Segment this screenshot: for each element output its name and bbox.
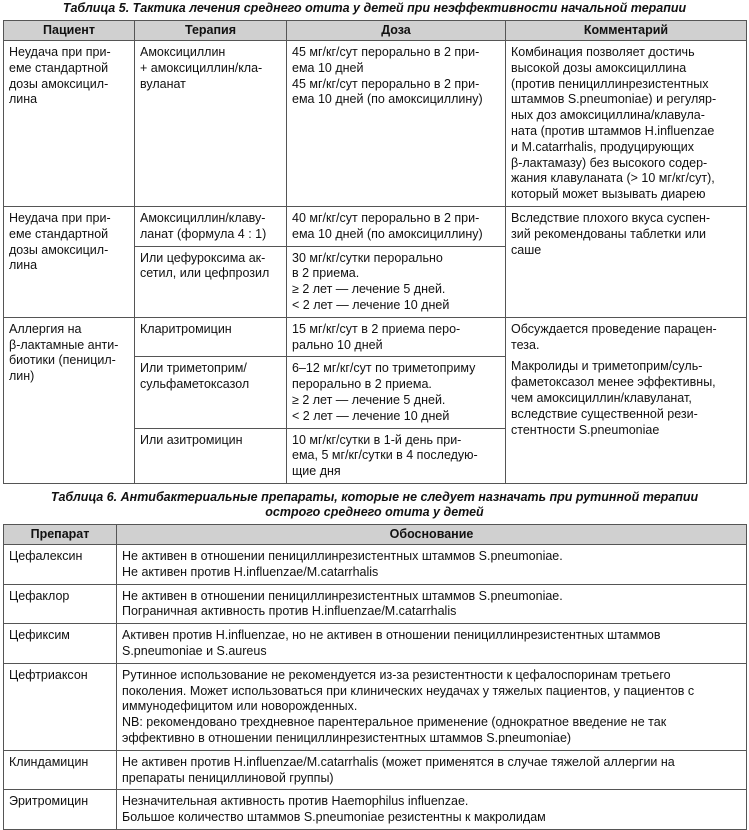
header-drug: Препарат: [4, 525, 117, 545]
dose-line: ема, 5 мг/кг/сутки в 4 последую-: [292, 448, 478, 463]
dose-line: < 2 лет — лечение 10 дней: [292, 297, 450, 312]
comment-cell: [506, 206, 747, 317]
reason-line: Пограничная активность против H.influenzae/M.catarrhalis: [122, 604, 457, 619]
table6-caption-line2: острого среднего отита у детей: [265, 505, 484, 519]
patient-line: еме стандартной: [9, 60, 109, 75]
reason-line: Рутинное использование не рекомендуется из-за резистентности к цефалоспоринам третьего: [122, 667, 671, 682]
comment-line: теза.: [511, 337, 540, 352]
patient-cell: [4, 206, 135, 317]
dose-cell: [287, 357, 506, 428]
patient-line: биотики (пеницил-: [9, 353, 116, 368]
treatment-table-header: [4, 21, 747, 41]
therapy-cell: [135, 317, 287, 357]
comment-line: ных доз амоксициллина/клавула-: [511, 108, 705, 123]
reason-cell: [117, 750, 747, 790]
header-reason: Обоснование: [117, 525, 747, 545]
patient-line: лин): [9, 369, 35, 384]
drug-name-cell: Цефалексин: [4, 545, 117, 585]
dose-line: щие дня: [292, 464, 341, 479]
drug-row: [4, 545, 747, 585]
reason-line: NB: рекомендовано трехдневное парентеральное применение (однократное введение не так: [122, 715, 667, 730]
comment-line: вследствие существенной рези-: [511, 406, 698, 421]
table5-caption: Таблица 5. Тактика лечения среднего отита у детей при неэффективности начальной терапии: [62, 1, 687, 15]
comment-line: штаммов S.pneumoniae) и регуляр-: [511, 92, 717, 107]
reason-line: поколения. Может использоваться при клинических неудачах у тяжелых пациентов, у пациентов с: [122, 683, 695, 698]
drug-name-cell: Цефиксим: [4, 624, 117, 664]
treatment-row: [4, 41, 747, 207]
dose-line: 45 мг/кг/сут перорально в 2 при-: [292, 45, 480, 59]
drug-row: [4, 624, 747, 664]
therapy-line: Кларитромицин: [140, 321, 232, 336]
drugs-table-header: [4, 525, 747, 545]
therapy-line: сульфаметоксазол: [140, 377, 250, 392]
comment-line: Макролиды и триметоприм/суль-: [511, 359, 703, 374]
comment-line: саше: [511, 242, 542, 257]
dose-line: ема 10 дней (по амоксициллину): [292, 226, 483, 241]
dose-line: ема 10 дней: [292, 60, 364, 75]
comment-cell: [506, 317, 747, 483]
therapy-line: ланат (формула 4 : 1): [140, 226, 267, 241]
drug-row: [4, 584, 747, 624]
treatment-row: [4, 317, 747, 357]
header-patient: Пациент: [4, 21, 135, 41]
dose-line: 10 мг/кг/сутки в 1-й день при-: [292, 432, 462, 447]
reason-cell: [117, 790, 747, 830]
patient-line: Аллергия на: [9, 321, 82, 336]
patient-cell: [4, 317, 135, 483]
comment-line: ната (против штаммов H.influenzae: [511, 123, 715, 138]
table6-caption-line1: Таблица 6. Антибактериальные препараты, которые не следует назначать при рутинной терапии: [50, 490, 699, 504]
drug-name-cell: Цефтриаксон: [4, 663, 117, 750]
comment-line: и M.catarrhalis, продуцирующих: [511, 139, 694, 154]
patient-line: лина: [9, 258, 38, 273]
comment-line: β-лактамазу) без высокого содер-: [511, 155, 708, 170]
dose-line: перорально в 2 приема.: [292, 377, 432, 392]
dose-line: ≥ 2 лет — лечение 5 дней.: [292, 282, 446, 297]
reason-line: Не активен против H.influenzae/M.catarrhalis: [122, 564, 379, 579]
dose-line: 45 мг/кг/сут перорально в 2 при-: [292, 76, 480, 91]
dose-line: в 2 приема.: [292, 266, 360, 281]
comment-line: стентности S.pneumoniae: [511, 422, 660, 437]
dose-cell: [287, 206, 506, 246]
therapy-cell: [135, 206, 287, 246]
treatment-table: [3, 20, 747, 484]
patient-line: Неудача при при-: [9, 45, 111, 59]
therapy-line: + амоксициллин/кла-: [140, 60, 263, 75]
dose-cell: [287, 41, 506, 207]
comment-line: зий рекомендованы таблетки или: [511, 226, 707, 241]
dose-line: < 2 лет — лечение 10 дней: [292, 408, 450, 423]
therapy-cell: [135, 428, 287, 483]
therapy-line: вуланат: [140, 76, 186, 91]
comment-line: Комбинация позволяет достичь: [511, 45, 695, 59]
drug-row: [4, 663, 747, 750]
treatment-row: [4, 206, 747, 246]
reason-line: Большое количество штаммов S.pneumoniae резистентны к макролидам: [122, 810, 546, 825]
patient-cell: [4, 41, 135, 207]
table6-caption: [0, 490, 749, 520]
patient-line: дозы амоксицил-: [9, 76, 109, 91]
header-comment: Комментарий: [506, 21, 747, 41]
dose-cell: [287, 246, 506, 317]
therapy-line: Или триметоприм/: [140, 361, 247, 376]
comment-line: высокой дозы амоксициллина: [511, 60, 687, 75]
therapy-line: Или цефуроксима ак-: [140, 250, 266, 265]
dose-line: 6–12 мг/кг/сут по триметоприму: [292, 361, 476, 376]
therapy-cell: [135, 246, 287, 317]
dose-line: ≥ 2 лет — лечение 5 дней.: [292, 392, 446, 407]
dose-line: ема 10 дней (по амоксициллину): [292, 92, 483, 107]
header-dose: Доза: [287, 21, 506, 41]
comment-cell: [506, 41, 747, 207]
reason-cell: [117, 663, 747, 750]
drug-name-cell: Клиндамицин: [4, 750, 117, 790]
comment-line: который может вызывать диарею: [511, 187, 706, 202]
dose-line: рально 10 дней: [292, 337, 383, 352]
drug-row: [4, 790, 747, 830]
reason-cell: [117, 545, 747, 585]
reason-line: Не активен в отношении пенициллинрезистентных штаммов S.pneumoniae.: [122, 549, 563, 563]
reason-line: эффективно в отношении пенициллинрезистентных штаммов S.pneumoniae): [122, 730, 572, 745]
therapy-line: Или азитромицин: [140, 432, 243, 447]
reason-cell: [117, 584, 747, 624]
header-therapy: Терапия: [135, 21, 287, 41]
comment-line: (против пенициллинрезистентных: [511, 76, 709, 91]
comment-line: фаметоксазол менее эффективны,: [511, 375, 716, 390]
patient-line: еме стандартной: [9, 226, 109, 241]
drug-name-cell: Цефаклор: [4, 584, 117, 624]
reason-cell: [117, 624, 747, 664]
therapy-line: Амоксициллин: [140, 45, 226, 59]
patient-line: Неудача при при-: [9, 210, 111, 225]
dose-cell: [287, 317, 506, 357]
dose-cell: [287, 428, 506, 483]
comment-line: чем амоксициллин/клавуланат,: [511, 390, 692, 405]
patient-line: лина: [9, 92, 38, 107]
patient-line: β-лактамные анти-: [9, 337, 119, 352]
reason-line: Незначительная активность против Haemophilus influenzae.: [122, 794, 469, 809]
comment-line: жания клавуланата (> 10 мг/кг/сут),: [511, 171, 715, 186]
dose-line: 15 мг/кг/сут в 2 приема перо-: [292, 321, 461, 336]
drugs-table: [3, 524, 747, 830]
reason-line: Не активен против H.influenzae/M.catarrhalis (может применятся в случае тяжелой аллергии на: [122, 754, 675, 769]
drug-row: [4, 750, 747, 790]
dose-line: 30 мг/кг/сутки перорально: [292, 250, 443, 265]
reason-line: препараты пенициллиновой группы): [122, 770, 334, 785]
reason-line: иммунодефицитом или новорожденных.: [122, 699, 358, 714]
drug-name-cell: Эритромицин: [4, 790, 117, 830]
dose-line: 40 мг/кг/сут перорально в 2 при-: [292, 210, 480, 225]
comment-line: Обсуждается проведение парацен-: [511, 321, 717, 336]
therapy-cell: [135, 41, 287, 207]
therapy-line: сетил, или цефпрозил: [140, 266, 270, 281]
reason-line: Активен против H.influenzae, но не активен в отношении пенициллинрезистентных штаммов: [122, 628, 661, 643]
comment-line: Вследствие плохого вкуса суспен-: [511, 210, 711, 225]
reason-line: Не активен в отношении пенициллинрезистентных штаммов S.pneumoniae.: [122, 588, 563, 603]
reason-line: S.pneumoniae и S.aureus: [122, 643, 267, 658]
therapy-cell: [135, 357, 287, 428]
patient-line: дозы амоксицил-: [9, 242, 109, 257]
therapy-line: Амоксициллин/клаву-: [140, 210, 266, 225]
